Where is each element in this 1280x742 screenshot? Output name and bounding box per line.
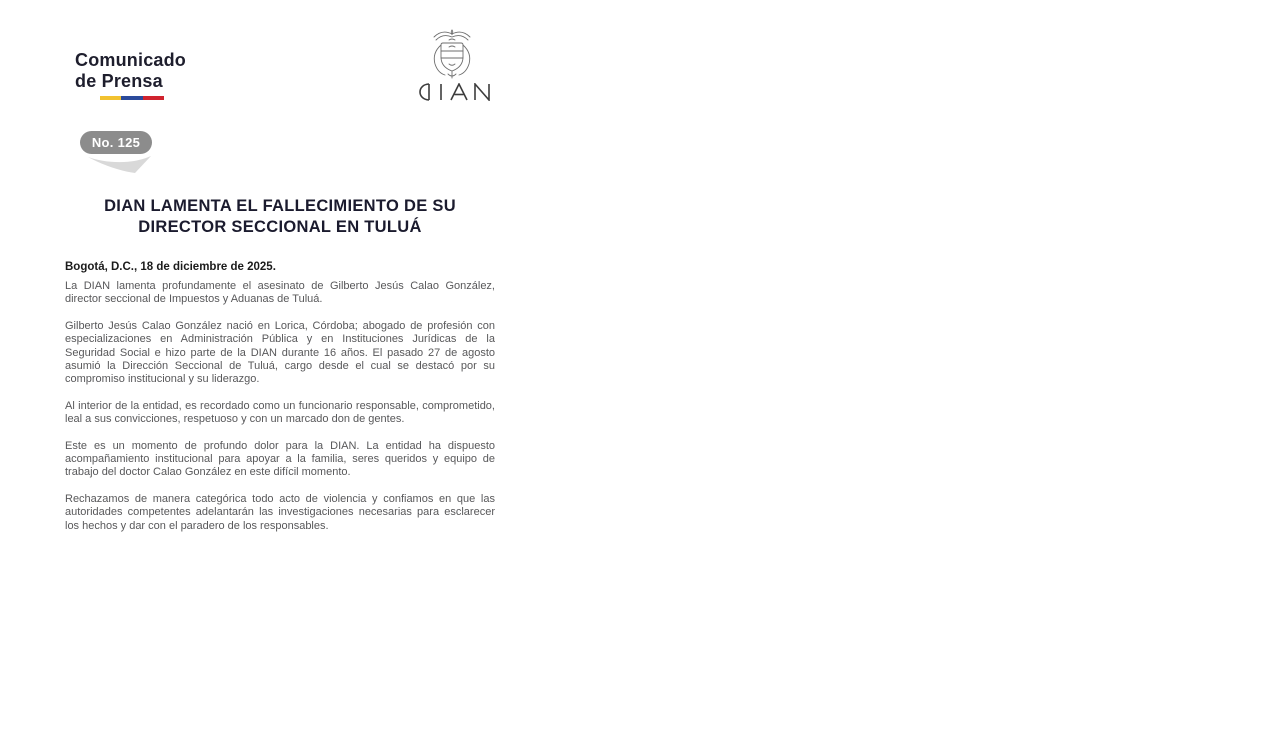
colombia-flag-bar (100, 96, 164, 100)
brand-line-1: Comunicado (75, 50, 187, 70)
flag-yellow-segment (100, 96, 121, 100)
paragraph: Rechazamos de manera categórica todo acto de violencia y confiamos en que las autoridades competentes adelantarán las investigaciones necesarias para esclarecer los hechos y dar con el paradero de los responsables. (65, 492, 495, 532)
paragraph: La DIAN lamenta profundamente el asesinato de Gilberto Jesús Calao González, director seccional de Impuestos y Aduanas de Tuluá. (65, 280, 495, 306)
badge-pill: No. 125 (80, 131, 152, 154)
brand-line-2: de Prensa (75, 71, 163, 91)
paragraph: Este es un momento de profundo dolor para la DIAN. La entidad ha dispuesto acompañamiento institucional para apoyar a la familia, seres queridos y equipo de trabajo del doctor Calao González en este difícil momento. (65, 439, 495, 479)
title-line-2: DIRECTOR SECCIONAL EN TULUÁ (138, 218, 422, 236)
badge-swoosh-icon (87, 153, 153, 175)
release-number-badge (80, 131, 152, 154)
dian-wordmark (413, 83, 491, 106)
flag-blue-segment (121, 96, 142, 100)
flag-red-segment (143, 96, 164, 100)
document-body (65, 280, 495, 546)
paragraph: Al interior de la entidad, es recordado como un funcionario responsable, comprometido, leal a sus convicciones, respetuoso y con un marcado don de gentes. (65, 399, 495, 426)
dian-logo (408, 28, 496, 106)
paragraph: Gilberto Jesús Calao González nació en Lorica, Córdoba; abogado de profesión con especializaciones en Administración Pública y en Instituciones Jurídicas de la Seguridad Social e hizo parte de la DIAN durante 16 años. El pasado 27 de agosto asumió la Dirección Seccional de Tuluá, cargo desde el cual se destacó por su compromiso institucional y su liderazgo. (65, 319, 495, 386)
title-line-1: DIAN LAMENTA EL FALLECIMIENTO DE SU (104, 197, 456, 215)
page-title (65, 196, 495, 238)
comunicado-de-prensa-logo (75, 50, 186, 100)
colombia-coat-of-arms-icon (429, 28, 475, 80)
dateline: Bogotá, D.C., 18 de diciembre de 2025. (65, 261, 276, 273)
